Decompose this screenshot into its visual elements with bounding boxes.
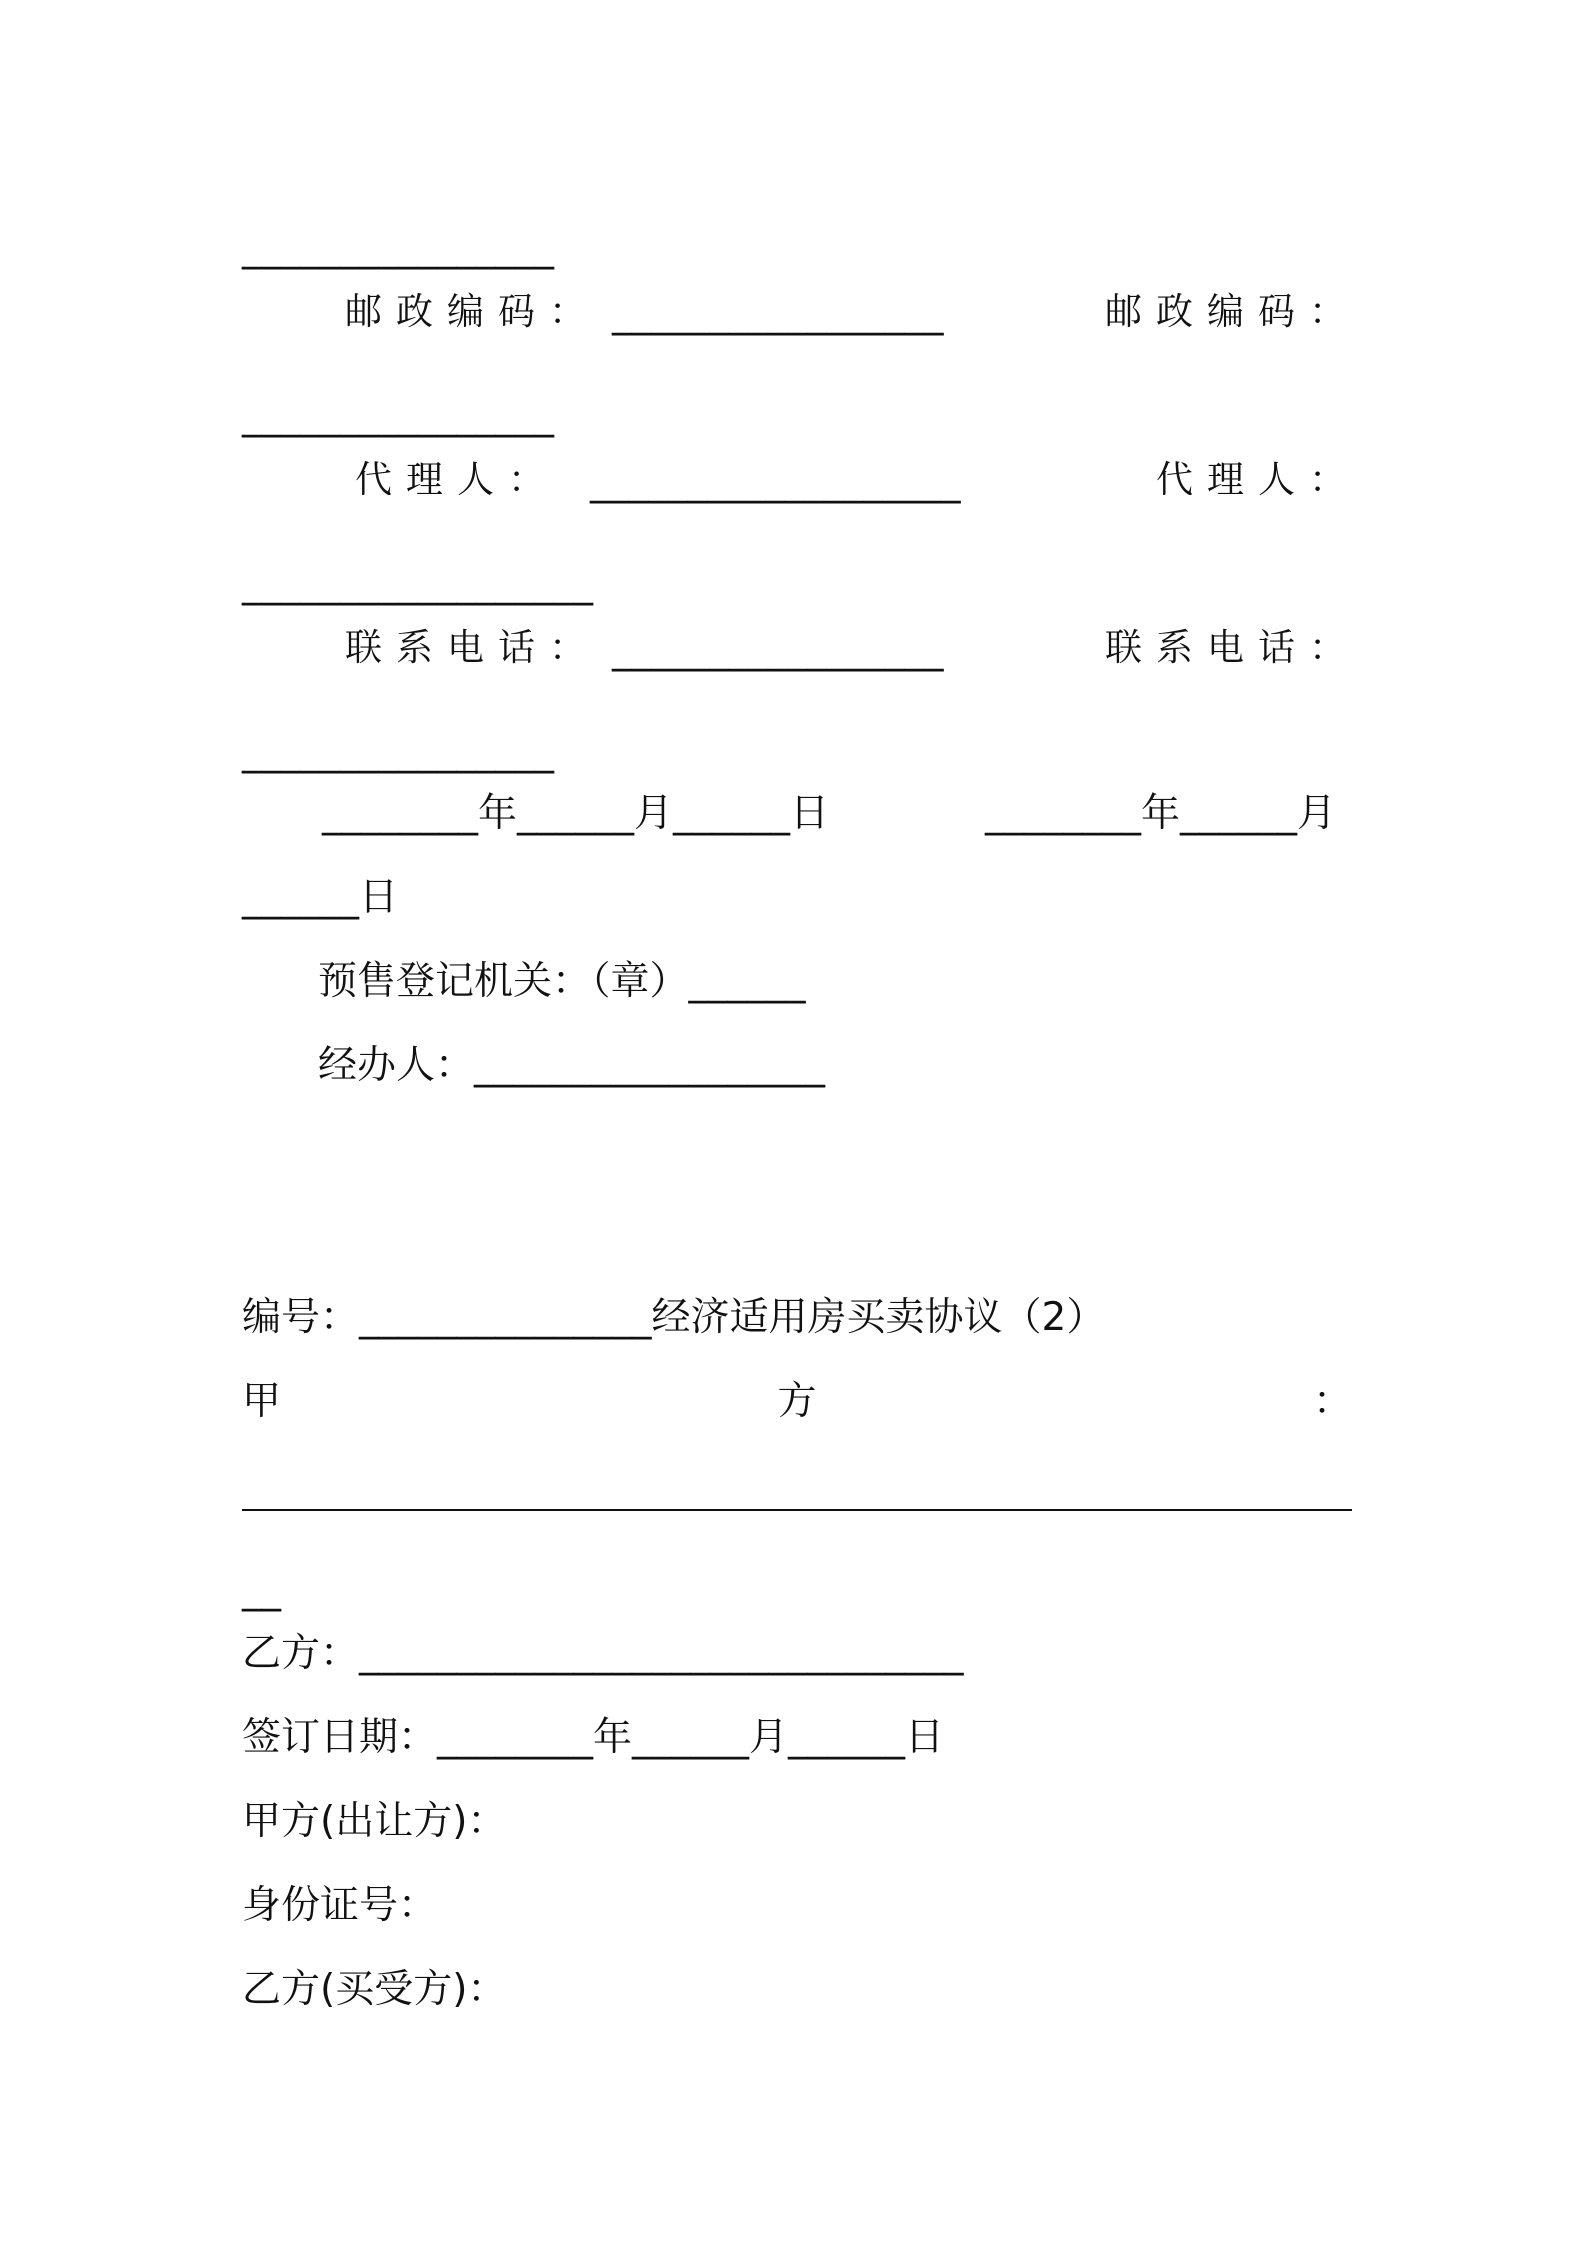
phone-label-right: 联系电话： — [1105, 626, 1360, 669]
party-b-line: 乙方：_______________________________ — [242, 1631, 964, 1676]
phone-label-left: 联系电话： — [345, 626, 600, 669]
buyer-line: 乙方(买受方)： — [242, 1967, 507, 2012]
presale-authority-line: 预售登记机关：（章）______ — [318, 959, 806, 1004]
party-a-char-1: 甲 — [242, 1379, 282, 1424]
postal-code-label-right: 邮政编码： — [1105, 290, 1360, 333]
continued-blank-line: __________________ — [242, 561, 593, 606]
continued-blank-line: ________________ — [242, 225, 554, 270]
phone-blank-left: _________________ — [612, 627, 944, 672]
date-left: ________年______月______日 — [322, 791, 830, 836]
party-a-colon: ： — [1312, 1379, 1352, 1424]
date-day-continued: ______日 — [242, 875, 399, 920]
party-a-blank-continued: __ — [242, 1567, 281, 1612]
continued-blank-line: ________________ — [242, 729, 554, 774]
party-a-char-2: 方 — [777, 1379, 817, 1424]
party-a-line — [242, 1378, 1352, 1426]
postal-code-blank-left: _________________ — [612, 291, 944, 336]
seller-line: 甲方(出让方)： — [242, 1799, 507, 1844]
handler-line: 经办人：__________________ — [318, 1043, 826, 1088]
postal-code-label-left: 邮政编码： — [345, 290, 600, 333]
id-number-line: 身份证号： — [242, 1883, 438, 1928]
agent-label-left: 代理人： — [355, 458, 559, 501]
sign-date-line: 签订日期：________年______月______日 — [242, 1715, 945, 1760]
date-right: ________年______月 — [985, 791, 1337, 836]
party-a-fill-rule — [242, 1509, 1352, 1511]
agent-blank-left: ___________________ — [590, 459, 961, 504]
agreement-number-title: 编号：_______________经济适用房买卖协议（2） — [242, 1295, 1106, 1340]
agent-label-right: 代理人： — [1156, 458, 1360, 501]
continued-blank-line: ________________ — [242, 393, 554, 438]
